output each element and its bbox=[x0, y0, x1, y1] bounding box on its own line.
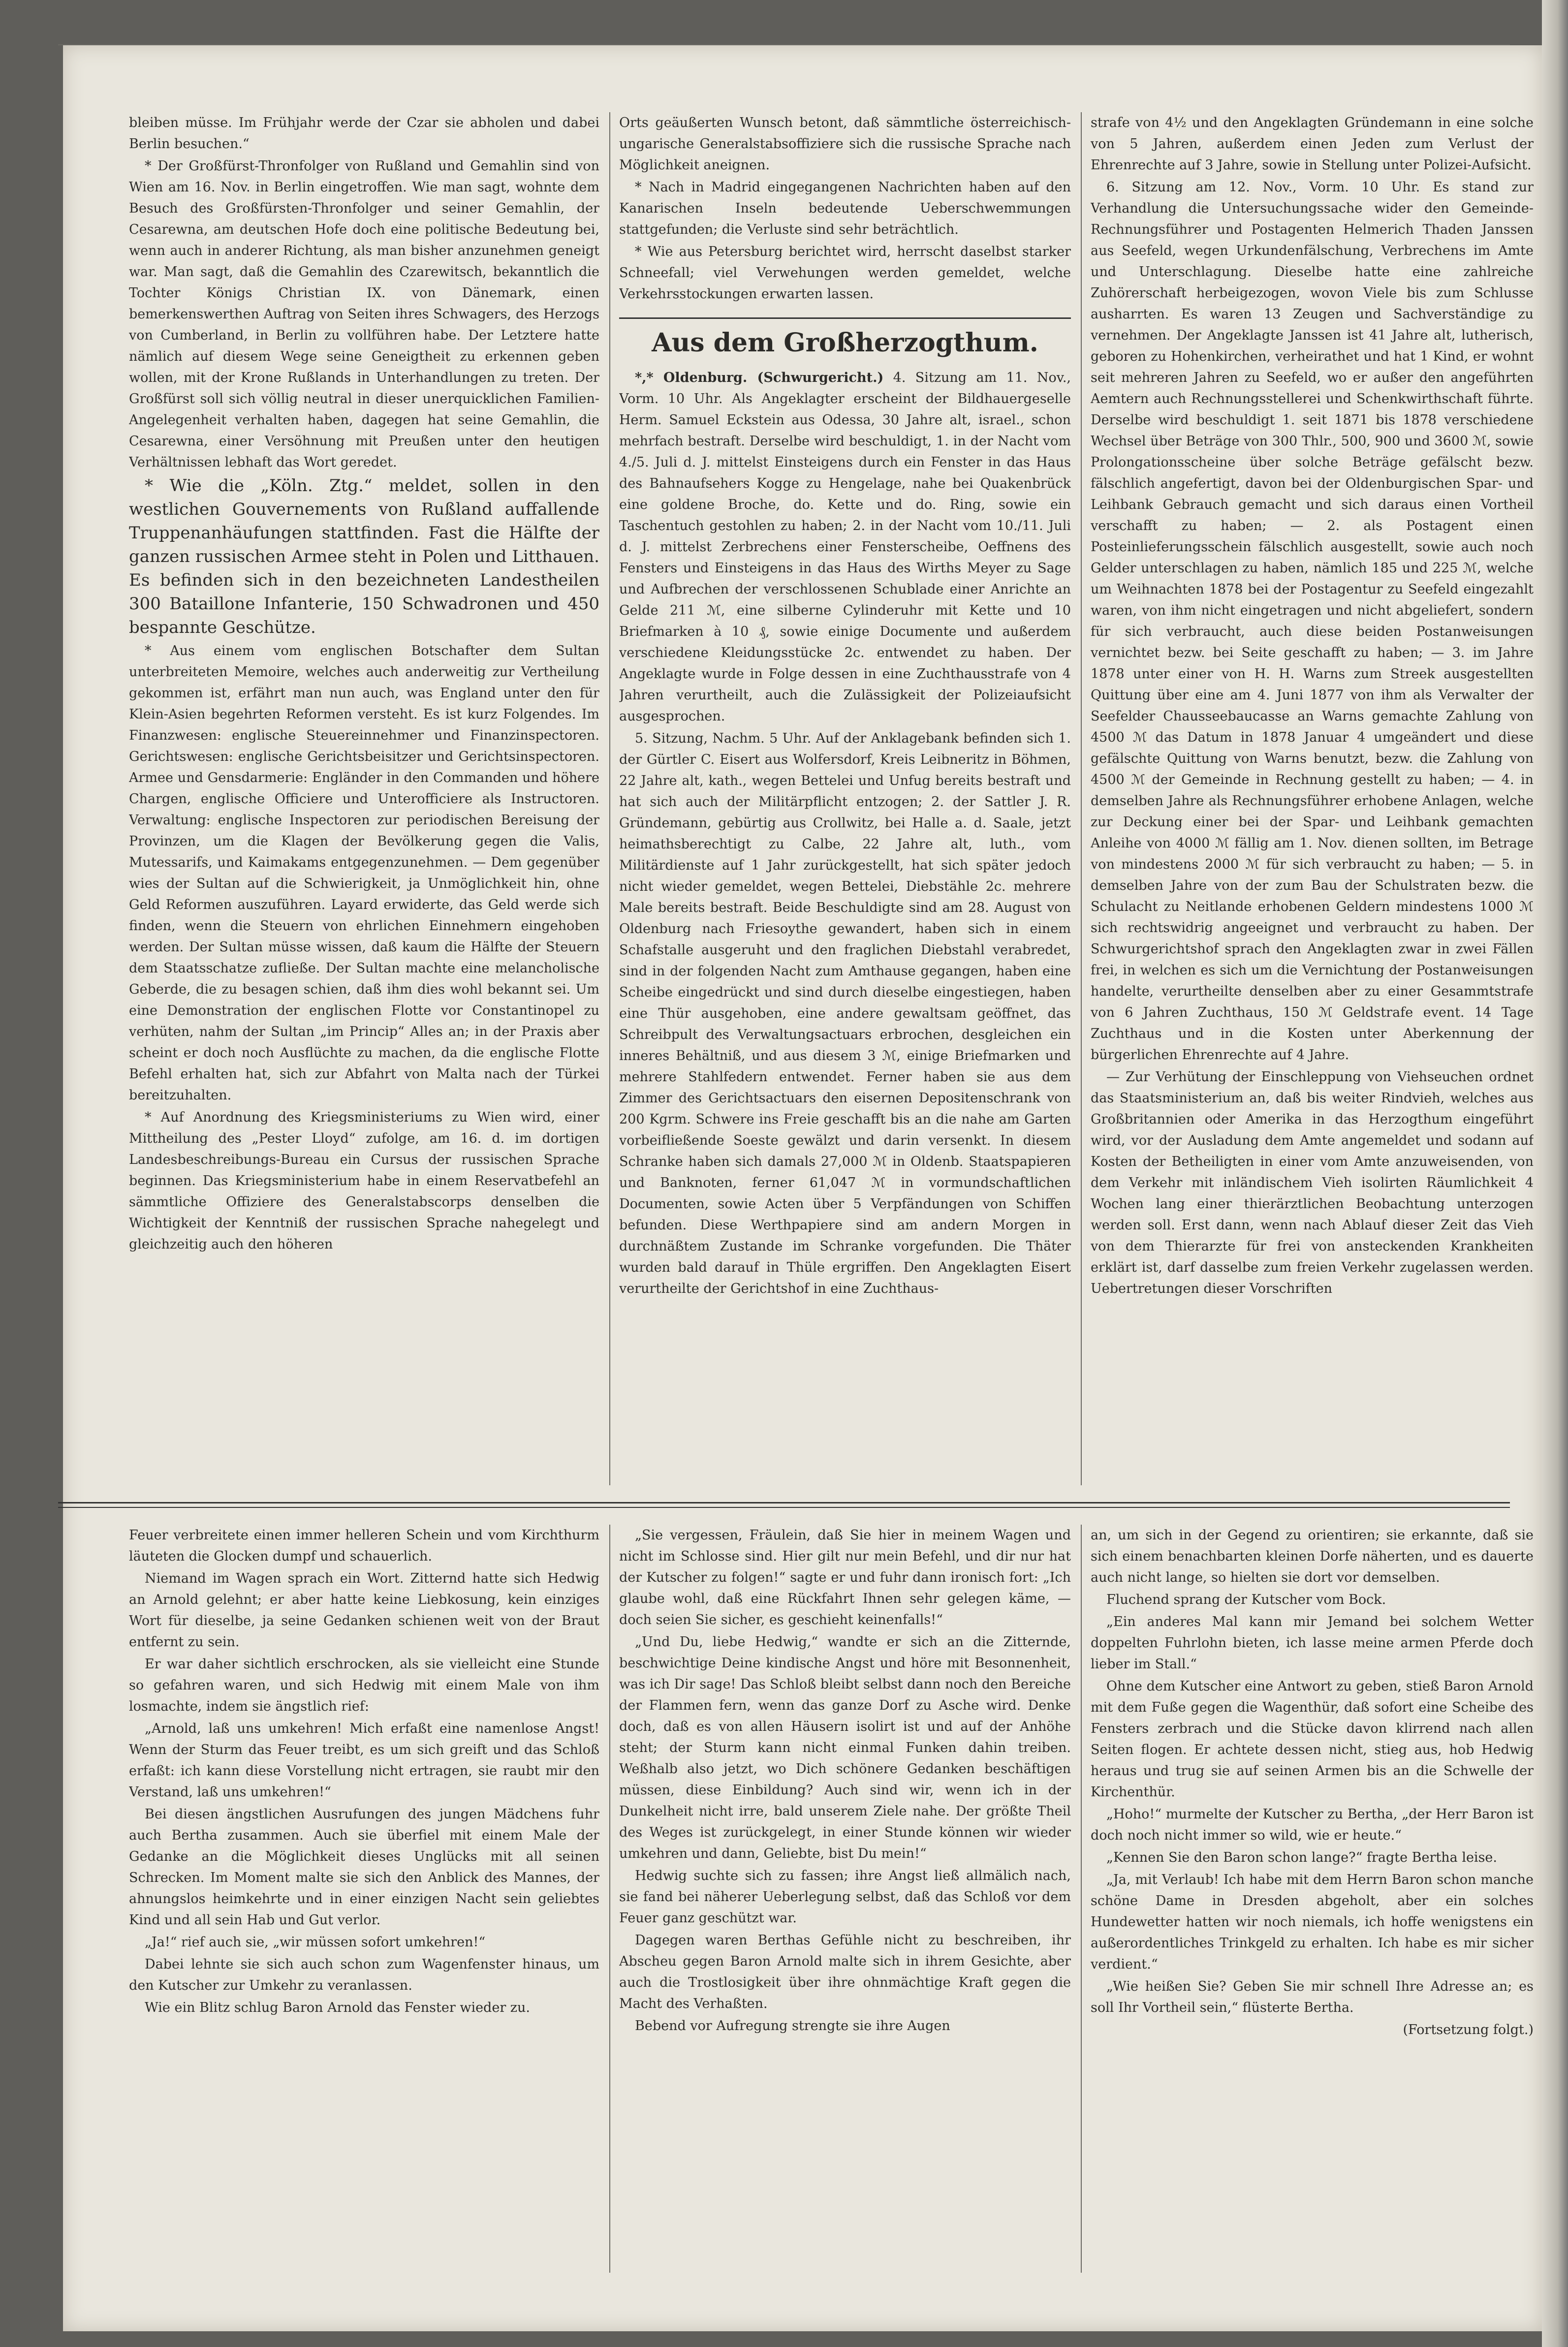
lower-column-3 bbox=[1091, 1525, 1534, 2283]
story-paragraph: „Ja!“ rief auch sie, „wir müssen sofort umkehren!“ bbox=[145, 1935, 486, 1950]
article-paragraph: * Nach in Madrid eingegangenen Nachrichten haben auf den Kanarischen Inseln bedeutende Ueberschwemmungen stattgefunden; die Verluste sind sehr beträchtlich. bbox=[619, 180, 1071, 237]
article-paragraph: bleiben müsse. Im Frühjahr werde der Czar sie abholen und dabei Berlin besuchen.“ bbox=[129, 115, 599, 152]
story-paragraph: Dabei lehnte sie sich auch schon zum Wagenfenster hinaus, um den Kutscher zur Umkehr zu veranlassen. bbox=[129, 1957, 599, 1993]
dateline: *,* Oldenburg. (Schwurgericht.) bbox=[635, 370, 884, 385]
article-paragraph: * Auf Anordnung des Kriegsministeriums zu Wien wird, einer Mittheilung des „Pester Lloyd“ zufolge, am 16. d. im dortigen Landesbeschreibungs-Bureau ein Cursus der russischen Sprache beginnen. Das Kriegsministerium habe in einem Reservatbefehl an sämmtliche Offiziere des Generalstabscorps denselben die Wichtigkeit der Kenntniß der russischen Sprache nahegelegt und gleichzeitig auch den höheren bbox=[129, 1110, 599, 1252]
article-paragraph: — Zur Verhütung der Einschleppung von Viehseuchen ordnet das Staatsministerium an, daß bis weiter Rindvieh, welches aus Großbritannien oder Amerika in das Herzogthum eingeführt wird, vor der Ausladung dem Amte angemeldet und sodann auf Kosten der Betheiligten in einer vom Amte anzuweisenden, von dem Verkehr mit inländischem Vieh isolirten Räumlichkeit 4 Wochen lang einer thierärztlichen Beobachtung unterzogen werden soll. Erst dann, wenn nach Ablauf dieser Zeit das Vieh von dem Thierarzte für frei von ansteckenden Krankheiten erklärt ist, darf dasselbe zum freien Verkehr zugelassen werden. Uebertretungen dieser Vorschriften bbox=[1091, 1069, 1534, 1296]
story-paragraph: Fluchend sprang der Kutscher vom Bock. bbox=[1106, 1592, 1386, 1607]
article-paragraph: 4. Sitzung am 11. Nov., Vorm. 10 Uhr. Als Angeklagter erscheint der Bildhauergeselle Herm. Samuel Eckstein aus Odessa, 30 Jahre alt, israel., schon mehrfach bestraft. Derselbe wird beschuldigt, 1. in der Nacht vom 4./5. Juli d. J. mittelst Einsteigens durch ein Fenster in das Haus des Bahnaufsehers Kogge zu Hengelage, nahe bei Quakenbrück eine goldene Broche, do. Kette und do. Ring, sowie ein Taschentuch gestohlen zu haben; 2. in der Nacht vom 10./11. Juli d. J. mittelst Zerbrechens einer Fensterscheibe, Oeffnens des Fensters und Einsteigens in das Haus des Wirths Meyer zu Sage und Aufbrechen der verschlossenen Schublade einer Anrichte an Gelde 211 ℳ, eine silberne Cylinderuhr mit Kette und 10 Briefmarken à 10 ₰, sowie einige Documente und außerdem verschiedene Kleidungsstücke 2c. entwendet zu haben. Der Angeklagte wurde in Folge dessen in eine Zuchthausstrafe von 4 Jahren verurtheilt, auch die Zulässigkeit der Polizeiaufsicht ausgesprochen. bbox=[619, 370, 1071, 724]
article-paragraph: strafe von 4½ und den Angeklagten Gründemann in eine solche von 5 Jahren, außerdem einen Jeden zum Verlust der Ehrenrechte auf 3 Jahre, sowie in Stellung unter Polizei-Aufsicht. bbox=[1091, 115, 1534, 173]
article-paragraph: Orts geäußerten Wunsch betont, daß sämmtliche österreichisch-ungarische Generalstabsoffiziere sich die russische Sprache nach Möglichkeit aneignen. bbox=[619, 115, 1071, 173]
story-paragraph: Bei diesen ängstlichen Ausrufungen des jungen Mädchens fuhr auch Bertha zusammen. Auch sie überfiel mit einem Male der Gedanke an die Möglichkeit dieses Unglücks mit all seinen Schrecken. Im Moment malte sie sich den Anblick des Mannes, der ahnungslos heimkehrte und in einer einzigen Nacht sein geliebtes Kind und all sein Hab und Gut verlor. bbox=[129, 1807, 599, 1928]
lower-column-1 bbox=[129, 1525, 599, 2283]
article-paragraph: 6. Sitzung am 12. Nov., Vorm. 10 Uhr. Es stand zur Verhandlung die Untersuchungssache wider den Gemeinde-Rechnungsführer und Postagenten Helmerich Thaden Janssen aus Seefeld, wegen Urkundenfälschung, Verbrechens im Amte und Unterschlagung. Dieselbe hatte eine zahlreiche Zuhörerschaft herbeigezogen, wovon Viele bis zum Schlusse ausharrten. Es waren 13 Zeugen und Sachverständige zu vernehmen. Der Angeklagte Janssen ist 41 Jahre alt, lutherisch, geboren zu Hohenkirchen, verheirathet und hat 1 Kind, er wohnt seit mehreren Jahren zu Seefeld, wo er außer den angeführten Aemtern auch Rechnungsstellerei und Schenkwirthschaft führte. Derselbe wird beschuldigt 1. seit 1871 bis 1878 verschiedene Wechsel über Beträge von 300 Thlr., 500, 900 und 3600 ℳ, sowie Prolongationsscheine über solche Beträge gefälscht bezw. fälschlich angefertigt, davon bei der Oldenburgischen Spar- und Leihbank Gebrauch gemacht und sich daraus einen Vortheil verschafft zu haben; — 2. als Postagent einen Posteinlieferungsschein fälschlich ausgestellt, sowie auch noch Gelder unterschlagen zu haben, nämlich 185 und 225 ℳ, welche um Weihnachten 1878 bei der Postagentur zu Seefeld eingezahlt waren, von ihm nicht eingetragen und nicht abgeliefert, sondern für sich verbraucht, auch diese beiden Postanweisungen vernichtet bezw. bei Seite geschafft zu haben; — 3. im Jahre 1878 unter einer von H. H. Warns zum Streek ausgestellten Quittung über eine am 4. Juni 1877 von ihm als Verwalter der Seefelder Chausseebaucasse an Warns gemachte Zahlung von 4500 ℳ das Datum in 1878 Januar 4 umgeändert und diese gefälschte Quittung von Warns benutzt, bezw. die Zahlung von 4500 ℳ der Gemeinde in Rechnung gestellt zu haben; — 4. in demselben Jahre als Rechnungsführer erhobene Anlagen, welche zur Deckung einer bei der Spar- und Leihbank gemachten Anleihe von 4000 ℳ fällig am 1. Nov. dienen sollten, im Betrage von mindestens 2000 ℳ für sich verbraucht zu haben; — 5. in demselben Jahre von der zum Bau der Schulstraten bezw. die Schulacht zu Neitlande erhobenen Geldern mindestens 1000 ℳ sich rechtswidrig angeeignet und verbraucht zu haben. Der Schwurgerichtshof sprach den Angeklagten zwar in zwei Fällen frei, in welchen es sich um die Vernichtung der Postanweisungen handelte, verurtheilte denselben aber zu einer Gesammtstrafe von 6 Jahren Zuchthaus, 150 ℳ Geldstrafe event. 14 Tage Zuchthaus und in die Kosten unter Aberkennung der bürgerlichen Ehrenrechte auf 4 Jahre. bbox=[1091, 180, 1534, 1063]
story-paragraph: Niemand im Wagen sprach ein Wort. Zitternd hatte sich Hedwig an Arnold gelehnt; er aber hatte keine Liebkosung, kein einziges Wort für dieselbe, ja seine Gedanken schienen weit von der Braut entfernt zu sein. bbox=[129, 1571, 599, 1650]
story-paragraph: „Kennen Sie den Baron schon lange?“ fragte Bertha leise. bbox=[1106, 1850, 1497, 1865]
story-paragraph: Bebend vor Aufregung strengte sie ihre Augen bbox=[635, 2018, 950, 2034]
story-paragraph: Dagegen waren Berthas Gefühle nicht zu beschreiben, ihr Abscheu gegen Baron Arnold malte sich in ihrem Gesichte, aber auch die Trostlosigkeit über ihre ohnmächtige Kraft gegen die Macht des Verhaßten. bbox=[619, 1933, 1071, 2011]
continued-note: (Fortsetzung folgt.) bbox=[1403, 2022, 1534, 2037]
story-paragraph: „Hoho!“ murmelte der Kutscher zu Bertha, „der Herr Baron ist doch noch nicht immer so wild, wie er heute.“ bbox=[1091, 1807, 1534, 1843]
story-paragraph: „Und Du, liebe Hedwig,“ wandte er sich an die Zitternde, beschwichtige Deine kindische Angst und höre mit Besonnenheit, was ich Dir sage! Das Schloß bleibt selbst dann noch den Bereiche der Flammen fern, wenn das ganze Dorf zu Asche wird. Denke doch, daß es von allen Häusern isolirt ist und auf der Anhöhe steht; der Sturm kann nicht einmal Funken dahin treiben. Weßhalb also jetzt, wo Dich schönere Gedanken beschäftigen müssen, diese Einbildung? Auch sind wir, wenn ich in der Dunkelheit nicht irre, bald unserem Ziele nahe. Der größte Theil des Weges ist zurückgelegt, in einer Stunde können wir wieder umkehren und dann, Geliebte, bist Du mein!“ bbox=[619, 1634, 1071, 1861]
column-divider bbox=[1081, 1525, 1082, 2273]
story-paragraph: „Ein anderes Mal kann mir Jemand bei solchem Wetter doppelten Fuhrlohn bieten, ich lasse meine armen Pferde doch lieber im Stall.“ bbox=[1091, 1614, 1534, 1672]
story-paragraph: „Wie heißen Sie? Geben Sie mir schnell Ihre Adresse an; es soll Ihr Vortheil sein,“ flüsterte Bertha. bbox=[1091, 1979, 1534, 2015]
next-page-edge bbox=[1542, 0, 1568, 2347]
section-heading: Aus dem Großherzogthum. bbox=[619, 317, 1071, 360]
article-paragraph: * Der Großfürst-Thronfolger von Rußland und Gemahlin sind von Wien am 16. Nov. in Berlin eingetroffen. Wie man sagt, wohnte dem Besuch des Großfürsten-Thronfolger und seiner Gemahlin, der Cesarewna, am deutschen Hofe doch eine politische Bedeutung bei, wenn auch in anderer Richtung, als man bisher anzunehmen geneigt war. Man sagt, daß die Gemahlin des Czarewitsch, bekanntlich die Tochter Königs Christian IX. von Dänemark, einen bemerkenswerthen Auftrag von Seiten ihres Schwagers, des Herzogs von Cumberland, in Berlin zu vollführen habe. Der Letztere hatte nämlich auf diesem Wege seine Geneigtheit zu erkennen geben wollen, mit der Krone Rußlands in Unterhandlungen zu treten. Der Großfürst soll sich völlig neutral in dieser unerquicklichen Familien-Angelegenheit verhalten haben, dagegen hat seine Gemahlin, die Cesarewna, einer Versöhnung mit Preußen unter den heutigen Verhältnissen lebhaft das Wort geredet. bbox=[129, 158, 599, 470]
story-paragraph: „Arnold, laß uns umkehren! Mich erfaßt eine namenlose Angst! Wenn der Sturm das Feuer treibt, es um sich greift und das Schloß erfaßt: ich kann diese Vorstellung nicht ertragen, sie raubt mir den Verstand, laß uns umkehren!“ bbox=[129, 1721, 599, 1800]
story-paragraph: an, um sich in der Gegend zu orientiren; sie erkannte, daß sie sich einem benachbarten kleinen Dorfe näherten, und es dauerte auch nicht lange, so hielten sie dort vor demselben. bbox=[1091, 1528, 1534, 1585]
story-paragraph: „Ja, mit Verlaub! Ich habe mit dem Herrn Baron schon manche schöne Dame in Dresden abgeholt, aber ein solches Hundewetter hatten wir noch niemals, ich hoffe wenigstens ein außerordentliches Trinkgeld zu erhalten. Ich habe es mir sicher verdient.“ bbox=[1091, 1872, 1534, 1972]
article-paragraph: * Wie die „Köln. Ztg.“ meldet, sollen in den westlichen Gouvernements von Rußland auffallende Truppenanhäufungen stattfinden. Fast die Hälfte der ganzen russischen Armee steht in Polen und Litthauen. Es befinden sich in den bezeichneten Landestheilen 300 Bataillone Infanterie, 150 Schwadronen und 450 bespannte Geschütze. bbox=[129, 476, 599, 637]
top-rule bbox=[58, 44, 1510, 45]
article-paragraph: * Aus einem vom englischen Botschafter dem Sultan unterbreiteten Memoire, welches auch anderweitig zur Vertheilung gekommen ist, erfährt man nun auch, was England unter den für Klein-Asien begehrten Reformen versteht. Es ist kurz Folgendes. Im Finanzwesen: englische Steuereinnehmer und Finanzinspectoren. Gerichtswesen: englische Gerichtsbeisitzer und Gerichtsinspectoren. Armee und Gensdarmerie: Engländer in den Commanden und höhere Chargen, englische Officiere und Unterofficiere als Instructoren. Verwaltung: englische Inspectoren zur periodischen Bereisung der Provinzen, um die Klagen der Bevölkerung gegen die Valis, Mutessarifs, und Kaimakams entgegenzunehmen. — Dem gegenüber wies der Sultan auf die Schwierigkeit, ja Unmöglichkeit hin, ohne Geld Reformen auszuführen. Layard erwiderte, das Geld werde sich finden, wenn die Steuern von ehrlichen Einnehmern eingehoben werden. Der Sultan müsse wissen, daß kaum die Hälfte der Steuern dem Staatsschatze zufließe. Der Sultan machte eine melancholische Geberde, die zu besagen schien, daß ihm dies wohl bekannt sei. Um eine Demonstration der englischen Flotte vor Constantinopel zu verhüten, nahm der Sultan „im Princip“ Alles an; in der Praxis aber scheint er doch noch Ausflüchte zu machen, da die englische Flotte Befehl erhalten hat, sich zur Abfahrt von Malta nach der Türkei bereitzuhalten. bbox=[129, 643, 599, 1103]
article-paragraph: 5. Sitzung, Nachm. 5 Uhr. Auf der Anklagebank befinden sich 1. der Gürtler C. Eisert aus Wolfersdorf, Kreis Leibneritz in Böhmen, 22 Jahre alt, kath., wegen Bettelei und Unfug bereits bestraft und hat sich auch der Militärpflicht entzogen; 2. der Sattler J. R. Gründemann, gebürtig aus Crollwitz, bei Halle a. d. Saale, jetzt heimathsberechtigt zu Calbe, 22 Jahre alt, luth., vom Militärdienste auf 1 Jahr zurückgestellt, hat sich später jedoch nicht wieder gemeldet, wegen Bettelei, Diebstähle 2c. mehrere Male bereits bestraft. Beide Beschuldigte sind am 28. August von Oldenburg nach Friesoythe gewandert, haben sich in einem Schafstalle ausgeruht und den fraglichen Diebstahl verabredet, sind in der folgenden Nacht zum Amthause gegangen, haben eine Scheibe eingedrückt und sind durch dieselbe eingestiegen, haben eine Thür ausgehoben, eine andere gewaltsam geöffnet, das Schreibpult des Verwaltungsactuars erbrochen, desgleichen ein inneres Behältniß, und aus diesem 3 ℳ, einige Briefmarken und mehrere Stahlfedern entwendet. Ferner haben sie aus dem Zimmer des Gerichtsactuars den eisernen Depositenschrank von 200 Kgrm. Schwere ins Freie geschafft bis an die nahe am Garten vorbeifließende Soeste gewälzt und darin versenkt. In diesem Schranke haben sich damals 27,000 ℳ in Oldenb. Staatspapieren und Banknoten, ferner 61,047 ℳ in vormundschaftlichen Documenten, sowie Acten über 5 Verpfändungen von Schiffen befunden. Diese Werthpapiere sind am andern Morgen in durchnäßtem Zustande im Schranke vorgefunden. Die Thäter wurden bald darauf in Thüle ergriffen. Den Angeklagten Eisert verurtheilte der Gerichtshof in eine Zuchthaus- bbox=[619, 731, 1071, 1296]
story-paragraph: Er war daher sichtlich erschrocken, als sie vielleicht eine Stunde so gefahren waren, und sich Hedwig mit einem Male von ihm losmachte, indem sie ängstlich rief: bbox=[129, 1657, 599, 1714]
story-paragraph: Wie ein Blitz schlug Baron Arnold das Fenster wieder zu. bbox=[145, 2000, 530, 2015]
upper-column-3 bbox=[1091, 112, 1534, 1490]
feuilleton-rule bbox=[58, 1502, 1510, 1508]
lower-column-2 bbox=[619, 1525, 1071, 2283]
story-paragraph: Feuer verbreitete einen immer helleren Schein und vom Kirchthurm läuteten die Glocken dumpf und schauerlich. bbox=[129, 1528, 599, 1564]
column-divider bbox=[609, 112, 610, 1485]
story-paragraph: Ohne dem Kutscher eine Antwort zu geben, stieß Baron Arnold mit dem Fuße gegen die Wagenthür, daß sofort eine Scheibe des Fensters zerbrach und die Stücke davon klirrend nach allen Seiten flogen. Er achtete dessen nicht, stieg aus, hob Hedwig heraus und trug sie auf seinen Armen bis an die Schwelle der Kirchenthür. bbox=[1091, 1679, 1534, 1800]
upper-column-2 bbox=[619, 112, 1071, 1490]
story-paragraph: „Sie vergessen, Fräulein, daß Sie hier in meinem Wagen und nicht im Schlosse sind. Hier gilt nur mein Befehl, und dir nur hat der Kutscher zu folgen!“ sagte er und fuhr dann ironisch fort: „Ich glaube wohl, daß eine Rückfahrt Ihnen sehr gelegen käme, — doch seien Sie sicher, es geschieht keinenfalls!“ bbox=[619, 1528, 1071, 1627]
upper-column-1 bbox=[129, 112, 599, 1490]
column-divider bbox=[1081, 112, 1082, 1485]
column-divider bbox=[609, 1525, 610, 2273]
article-paragraph: * Wie aus Petersburg berichtet wird, herrscht daselbst starker Schneefall; viel Verwehungen werden gemeldet, welche Verkehrsstockungen erwarten lassen. bbox=[619, 244, 1071, 302]
story-paragraph: Hedwig suchte sich zu fassen; ihre Angst ließ allmälich nach, sie fand bei näherer Ueberlegung selbst, daß das Schloß vor dem Feuer ganz geschützt war. bbox=[619, 1868, 1071, 1926]
